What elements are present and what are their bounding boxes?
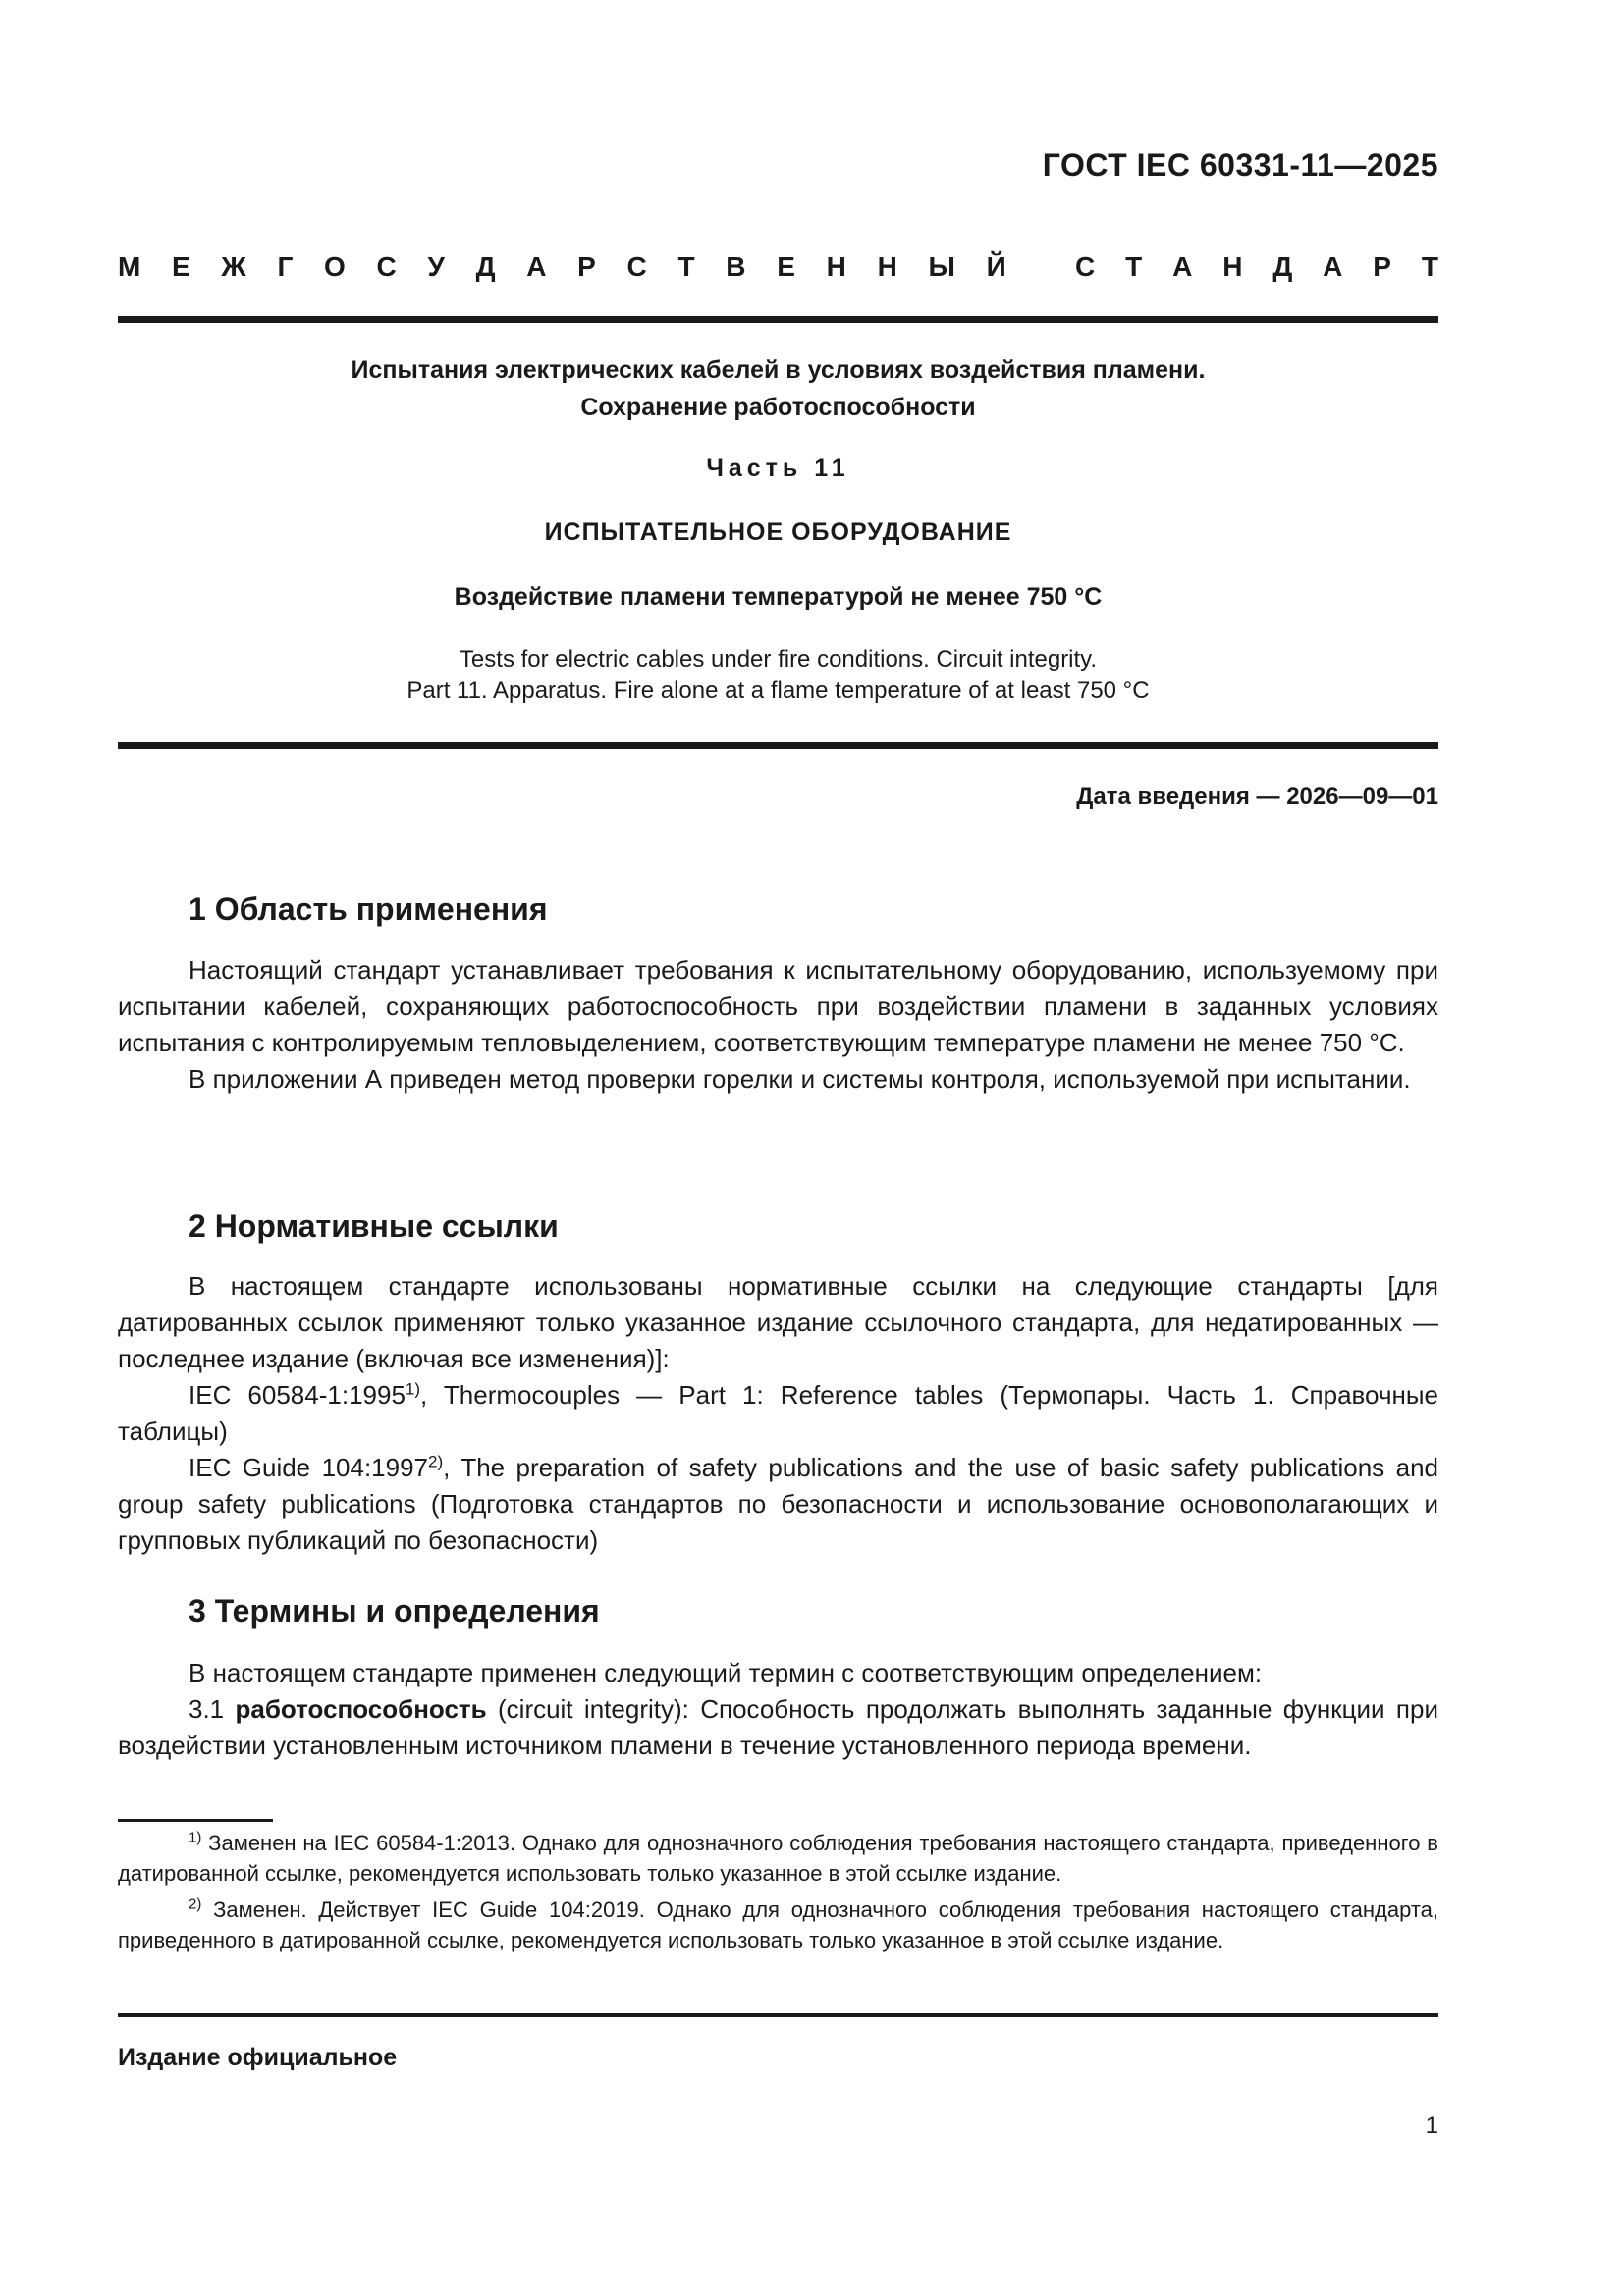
introduction-date: Дата введения — 2026—09—01 xyxy=(1076,783,1438,810)
term-text: (circuit integrity): Способность продолжать выполнять заданные функции при воздействии установленным источником пламени в течение установленного периода времени. xyxy=(118,1694,1438,1760)
letter: Т xyxy=(1421,251,1438,282)
letter: Е xyxy=(777,251,795,282)
letter: С xyxy=(1075,251,1096,282)
letter: У xyxy=(427,251,445,282)
section-2-body xyxy=(118,1268,1438,1559)
footnote-text: Заменен. Действует IEC Guide 104:2019. Однако для однозначного соблюдения требования настоящего стандарта, приведенного в датированной ссылке, рекомендуется использовать только указанное в этой ссылке издание. xyxy=(118,1897,1438,1952)
reference-1 xyxy=(118,1377,1438,1450)
section-3-body xyxy=(118,1655,1438,1764)
section-1-heading: 1 Область применения xyxy=(189,891,548,927)
footnote-marker: 1) xyxy=(189,1829,202,1846)
reference-code: IEC 60584-1:1995 xyxy=(189,1380,406,1410)
interstate-standard-heading xyxy=(118,251,1438,283)
letter: Н xyxy=(1222,251,1243,282)
term: работоспособность xyxy=(235,1694,487,1724)
reference-code: IEC Guide 104:1997 xyxy=(189,1453,429,1482)
document-page xyxy=(118,0,1438,2296)
paragraph: Настоящий стандарт устанавливает требования к испытательному оборудованию, используемому при испытании кабелей, сохраняющих работоспособность при воздействии пламени в заданных условиях испытания с контролируемым тепловыделением, соответствующим температуре пламени не менее 750 °С. xyxy=(118,955,1438,1057)
letter: Р xyxy=(1373,251,1391,282)
apparatus-title: ИСПЫТАТЕЛЬНОЕ ОБОРУДОВАНИЕ xyxy=(544,518,1012,546)
letter: Н xyxy=(826,251,846,282)
letter: Ы xyxy=(928,251,955,282)
paragraph: В настоящем стандарте применен следующий термин с соответствующим определением: xyxy=(189,1658,1263,1687)
term-number: 3.1 xyxy=(189,1694,236,1724)
footnote-2 xyxy=(118,1895,1438,1955)
letter: Г xyxy=(277,251,294,282)
title-en-line-2: Part 11. Apparatus. Fire alone at a flame temperature of at least 750 °C xyxy=(406,677,1150,704)
letter: С xyxy=(376,251,397,282)
footnote-text: Заменен на IEC 60584-1:2013. Однако для однозначного соблюдения требования настоящего стандарта, приведенного в датированной ссылке, рекомендуется использовать только указанное в этой ссылке издание. xyxy=(118,1831,1438,1886)
letter: Ж xyxy=(221,251,246,282)
letter: Е xyxy=(172,251,190,282)
term-definition xyxy=(118,1691,1438,1764)
paragraph: В приложении А приведен метод проверки горелки и системы контроля, используемой при испытании. xyxy=(189,1064,1411,1094)
reference-text: , The preparation of safety publications and the use of basic safety publications and group safety publications (Подготовка стандартов по безопасности и использование основополагающих и групповых публикаций по безопасности) xyxy=(118,1453,1438,1555)
middle-divider xyxy=(118,742,1438,749)
title-russian xyxy=(118,351,1438,426)
letter: Т xyxy=(1125,251,1143,282)
footnotes xyxy=(118,1828,1438,1961)
footnote-marker: 1) xyxy=(405,1379,421,1399)
title-english xyxy=(118,644,1438,707)
interstate-word-2 xyxy=(1075,251,1438,283)
letter: Н xyxy=(877,251,897,282)
subtitle-russian: Воздействие пламени температурой не менее 750 °С xyxy=(454,583,1103,611)
interstate-word-1 xyxy=(118,251,1006,283)
letter: М xyxy=(118,251,141,282)
letter: Т xyxy=(677,251,695,282)
title-line-2: Сохранение работоспособности xyxy=(580,394,976,421)
letter: А xyxy=(526,251,547,282)
top-divider xyxy=(118,316,1438,323)
reference-text: , Thermocouples — Part 1: Reference tables (Термопары. Часть 1. Справочные таблицы) xyxy=(118,1380,1438,1446)
reference-2 xyxy=(118,1450,1438,1559)
letter: В xyxy=(726,251,746,282)
letter: Д xyxy=(475,251,496,282)
page-number: 1 xyxy=(1425,2112,1438,2139)
letter: Й xyxy=(986,251,1006,282)
edition-label: Издание официальное xyxy=(118,2044,398,2071)
section-1-body xyxy=(118,952,1438,1097)
title-en-line-1: Tests for electric cables under fire conditions. Circuit integrity. xyxy=(459,646,1098,672)
letter: О xyxy=(324,251,346,282)
section-2-heading: 2 Нормативные ссылки xyxy=(189,1208,559,1244)
footnote-1 xyxy=(118,1828,1438,1889)
letter: Р xyxy=(577,251,596,282)
footnote-separator xyxy=(118,1819,273,1822)
letter: А xyxy=(1172,251,1193,282)
footnote-marker: 2) xyxy=(428,1452,444,1471)
letter: С xyxy=(626,251,647,282)
letter: А xyxy=(1323,251,1343,282)
document-number: ГОСТ IEC 60331-11—2025 xyxy=(1042,147,1438,183)
footnote-marker: 2) xyxy=(189,1896,202,1913)
title-line-1: Испытания электрических кабелей в условиях воздействия пламени. xyxy=(351,356,1206,384)
paragraph: В настоящем стандарте использованы нормативные ссылки на следующие стандарты [для датированных ссылок применяют только указанное издание ссылочного стандарта, для недатированных — последнее издание (включая все изменения)]: xyxy=(118,1271,1438,1373)
section-3-heading: 3 Термины и определения xyxy=(189,1593,600,1629)
part-label: Часть 11 xyxy=(706,454,850,482)
letter: Д xyxy=(1272,251,1293,282)
bottom-divider xyxy=(118,2013,1438,2017)
